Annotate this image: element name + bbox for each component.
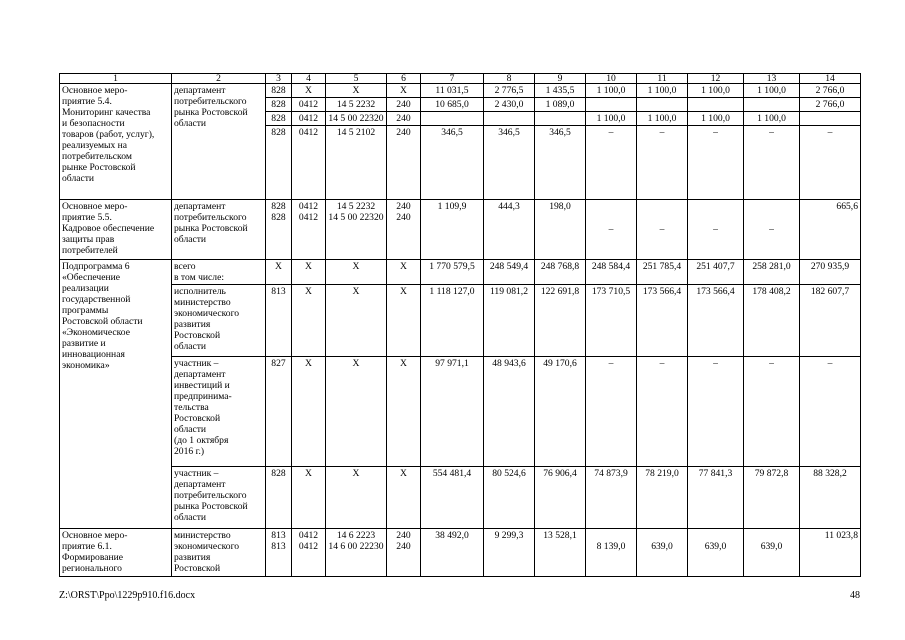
table-cell: 828 bbox=[266, 112, 292, 126]
table-cell: 639,0 bbox=[637, 529, 688, 577]
header-cell: 5 bbox=[326, 74, 387, 84]
table-cell: – bbox=[744, 200, 800, 260]
table-cell: 1 100,0 bbox=[688, 112, 744, 126]
header-cell: 2 bbox=[172, 74, 266, 84]
table-cell: 78 219,0 bbox=[637, 467, 688, 529]
activity-name: Основное меро- приятие 5.5. Кадровое обеспечение защиты прав потребителей bbox=[62, 201, 155, 256]
table-cell: 1 770 579,5 bbox=[421, 260, 484, 285]
table-cell bbox=[387, 200, 421, 260]
table-cell: – bbox=[688, 200, 744, 260]
header-cell: 11 bbox=[637, 74, 688, 84]
table-cell: 827 bbox=[266, 357, 292, 467]
executor-name: участник – департамент потребительского рынка Ростовской области bbox=[174, 468, 248, 523]
activity-name-cell bbox=[60, 529, 172, 577]
table-cell: 258 281,0 bbox=[744, 260, 800, 285]
executor-name: министерство экономического развития Ростовской bbox=[174, 530, 240, 574]
table-cell bbox=[637, 98, 688, 112]
table-cell: 14 5 2232 bbox=[326, 98, 387, 112]
table-cell: Х bbox=[292, 467, 326, 529]
table-row bbox=[60, 285, 861, 357]
table-cell: 828 bbox=[266, 467, 292, 529]
header-cell: 10 bbox=[586, 74, 637, 84]
table-cell: 240 bbox=[387, 126, 421, 200]
table-cell: 173 710,5 bbox=[586, 285, 637, 357]
table-cell: 346,5 bbox=[421, 126, 484, 200]
table-cell: 828 bbox=[266, 98, 292, 112]
cell-text: 14 6 2223 14 6 00 22230 bbox=[328, 530, 384, 552]
table-cell bbox=[292, 529, 326, 577]
table-cell: 88 328,2 bbox=[800, 467, 861, 529]
table-cell: – bbox=[586, 357, 637, 467]
table-cell bbox=[266, 529, 292, 577]
table-cell: 639,0 bbox=[688, 529, 744, 577]
executor-cell bbox=[172, 260, 266, 285]
table-cell: 639,0 bbox=[744, 529, 800, 577]
table-cell: 0412 bbox=[292, 112, 326, 126]
table-cell: 813 bbox=[266, 285, 292, 357]
activity-name: Основное меро- приятие 5.4. Мониторинг качества и безопасности товаров (работ, услуг), реализуемых на потребительском рынке Ростовской области bbox=[62, 85, 155, 184]
header-cell: 6 bbox=[387, 74, 421, 84]
budget-table bbox=[59, 73, 861, 577]
activity-name-cell bbox=[60, 84, 172, 200]
header-cell: 8 bbox=[484, 74, 535, 84]
table-cell: 2 776,5 bbox=[484, 84, 535, 98]
cell-text: 0412 0412 bbox=[298, 201, 319, 223]
table-cell bbox=[484, 112, 535, 126]
table-cell: 1 100,0 bbox=[744, 84, 800, 98]
table-cell: – bbox=[744, 126, 800, 200]
cell-text: 0412 0412 bbox=[298, 530, 319, 552]
table-cell: 828 bbox=[266, 126, 292, 200]
table-cell: Х bbox=[387, 260, 421, 285]
table-cell: Х bbox=[292, 357, 326, 467]
table-cell: – bbox=[688, 126, 744, 200]
table-row bbox=[60, 260, 861, 285]
table-cell: 97 971,1 bbox=[421, 357, 484, 467]
table-cell: Х bbox=[326, 467, 387, 529]
table-cell: 251 785,4 bbox=[637, 260, 688, 285]
table-cell: Х bbox=[387, 285, 421, 357]
table-cell: 444,3 bbox=[484, 200, 535, 260]
executor-cell bbox=[172, 467, 266, 529]
table-cell: – bbox=[744, 357, 800, 467]
table-cell: – bbox=[637, 200, 688, 260]
table-cell: 10 685,0 bbox=[421, 98, 484, 112]
table-cell: 8 139,0 bbox=[586, 529, 637, 577]
executor-cell bbox=[172, 285, 266, 357]
table-cell: 198,0 bbox=[535, 200, 586, 260]
activity-name-cell bbox=[60, 200, 172, 260]
table-cell: 122 691,8 bbox=[535, 285, 586, 357]
table-cell: 346,5 bbox=[535, 126, 586, 200]
table-cell bbox=[688, 98, 744, 112]
table-cell bbox=[800, 112, 861, 126]
table-cell: 240 bbox=[387, 112, 421, 126]
table-cell bbox=[421, 112, 484, 126]
table-cell: 1 100,0 bbox=[637, 112, 688, 126]
table-cell: 1 100,0 bbox=[586, 84, 637, 98]
table-cell bbox=[326, 200, 387, 260]
table-cell: 665,6 bbox=[800, 200, 861, 260]
cell-text: 240 240 bbox=[396, 201, 411, 223]
table-cell: 1 100,0 bbox=[637, 84, 688, 98]
table-cell: 14 5 00 22320 bbox=[326, 112, 387, 126]
executor-name: исполнитель министерство экономического развития Ростовской области bbox=[174, 286, 240, 352]
table-cell: 48 943,6 bbox=[484, 357, 535, 467]
table-cell: – bbox=[586, 200, 637, 260]
table-cell: 14 5 2102 bbox=[326, 126, 387, 200]
table-cell bbox=[387, 529, 421, 577]
table-cell: 1 435,5 bbox=[535, 84, 586, 98]
table-cell: 77 841,3 bbox=[688, 467, 744, 529]
table-cell: 1 100,0 bbox=[586, 112, 637, 126]
cell-text: 14 5 2232 14 5 00 22320 bbox=[328, 201, 384, 223]
table-cell: 248 768,8 bbox=[535, 260, 586, 285]
table-cell: 79 872,8 bbox=[744, 467, 800, 529]
table-cell: – bbox=[688, 357, 744, 467]
table-cell: 49 170,6 bbox=[535, 357, 586, 467]
cell-text: 813 813 bbox=[271, 530, 286, 552]
file-path: Z:\ORST\Ppo\1229p910.f16.docx bbox=[59, 590, 196, 601]
header-cell: 1 bbox=[60, 74, 172, 84]
table-cell: 178 408,2 bbox=[744, 285, 800, 357]
executor-cell bbox=[172, 200, 266, 260]
table-cell: 38 492,0 bbox=[421, 529, 484, 577]
table-cell: 182 607,7 bbox=[800, 285, 861, 357]
table-cell: 1 100,0 bbox=[688, 84, 744, 98]
table-cell: 346,5 bbox=[484, 126, 535, 200]
header-cell: 14 bbox=[800, 74, 861, 84]
table-cell bbox=[292, 200, 326, 260]
table-cell: Х bbox=[387, 357, 421, 467]
table-cell: 2 766,0 bbox=[800, 98, 861, 112]
table-cell: Х bbox=[292, 285, 326, 357]
table-cell: 173 566,4 bbox=[637, 285, 688, 357]
table-cell: 1 089,0 bbox=[535, 98, 586, 112]
executor-cell bbox=[172, 84, 266, 200]
table-cell: 248 549,4 bbox=[484, 260, 535, 285]
table-cell: 1 100,0 bbox=[744, 112, 800, 126]
header-cell: 13 bbox=[744, 74, 800, 84]
table-cell: 251 407,7 bbox=[688, 260, 744, 285]
cell-text: 828 828 bbox=[271, 201, 286, 223]
table-cell: – bbox=[586, 126, 637, 200]
executor-name: департамент потребительского рынка Ростовской области bbox=[174, 85, 248, 129]
table-cell: 9 299,3 bbox=[484, 529, 535, 577]
table-cell: – bbox=[637, 126, 688, 200]
activity-name-cell bbox=[60, 260, 172, 529]
table-cell: Х bbox=[326, 285, 387, 357]
table-cell: – bbox=[637, 357, 688, 467]
table-cell: Х bbox=[387, 467, 421, 529]
header-cell: 7 bbox=[421, 74, 484, 84]
table-cell: 2 430,0 bbox=[484, 98, 535, 112]
executor-name: департамент потребительского рынка Ростовской области bbox=[174, 201, 248, 245]
executor-name: всего в том числе: bbox=[174, 261, 225, 283]
table-cell: – bbox=[800, 126, 861, 200]
table-cell: 11 023,8 bbox=[800, 529, 861, 577]
header-cell: 9 bbox=[535, 74, 586, 84]
table-row bbox=[60, 357, 861, 467]
table-cell: 0412 bbox=[292, 126, 326, 200]
table-cell: 270 935,9 bbox=[800, 260, 861, 285]
table-row bbox=[60, 529, 861, 577]
table-row bbox=[60, 84, 861, 98]
table-cell: 76 906,4 bbox=[535, 467, 586, 529]
table-cell: 13 528,1 bbox=[535, 529, 586, 577]
header-cell: 12 bbox=[688, 74, 744, 84]
table-cell: 74 873,9 bbox=[586, 467, 637, 529]
activity-name: Основное меро- приятие 6.1. Формирование регионального bbox=[62, 530, 128, 574]
table-cell bbox=[266, 200, 292, 260]
table-cell bbox=[586, 98, 637, 112]
header-cell: 4 bbox=[292, 74, 326, 84]
table-cell: 119 081,2 bbox=[484, 285, 535, 357]
executor-cell bbox=[172, 357, 266, 467]
table-cell bbox=[326, 529, 387, 577]
header-cell: 3 bbox=[266, 74, 292, 84]
table-cell: Х bbox=[326, 84, 387, 98]
table-cell: 0412 bbox=[292, 98, 326, 112]
table-row bbox=[60, 467, 861, 529]
table-cell: 828 bbox=[266, 84, 292, 98]
table-cell: Х bbox=[326, 260, 387, 285]
cell-text: 240 240 bbox=[396, 530, 411, 552]
table-cell: Х bbox=[326, 357, 387, 467]
table-cell: 173 566,4 bbox=[688, 285, 744, 357]
table-cell: 240 bbox=[387, 98, 421, 112]
table-cell: Х bbox=[292, 84, 326, 98]
executor-name: участник – департамент инвестиций и предпринима- тельства Ростовской области (до 1 октября 2016 г.) bbox=[174, 358, 232, 457]
activity-name: Подпрограмма 6 «Обеспечение реализации государственной программы Ростовской области «Экономическое развитие и инновационная экономика» bbox=[62, 261, 143, 371]
executor-cell bbox=[172, 529, 266, 577]
table-cell: 1 118 127,0 bbox=[421, 285, 484, 357]
table-cell: Х bbox=[266, 260, 292, 285]
table-cell: 2 766,0 bbox=[800, 84, 861, 98]
table-cell: 11 031,5 bbox=[421, 84, 484, 98]
table-row bbox=[60, 200, 861, 260]
table-cell: 1 109,9 bbox=[421, 200, 484, 260]
page-number: 48 bbox=[850, 590, 860, 601]
table-cell: 554 481,4 bbox=[421, 467, 484, 529]
table-cell bbox=[744, 98, 800, 112]
header-row bbox=[60, 74, 861, 84]
table-cell: 80 524,6 bbox=[484, 467, 535, 529]
table-cell bbox=[535, 112, 586, 126]
table-cell: 248 584,4 bbox=[586, 260, 637, 285]
table-cell: Х bbox=[387, 84, 421, 98]
table-cell: – bbox=[800, 357, 861, 467]
table-cell: Х bbox=[292, 260, 326, 285]
